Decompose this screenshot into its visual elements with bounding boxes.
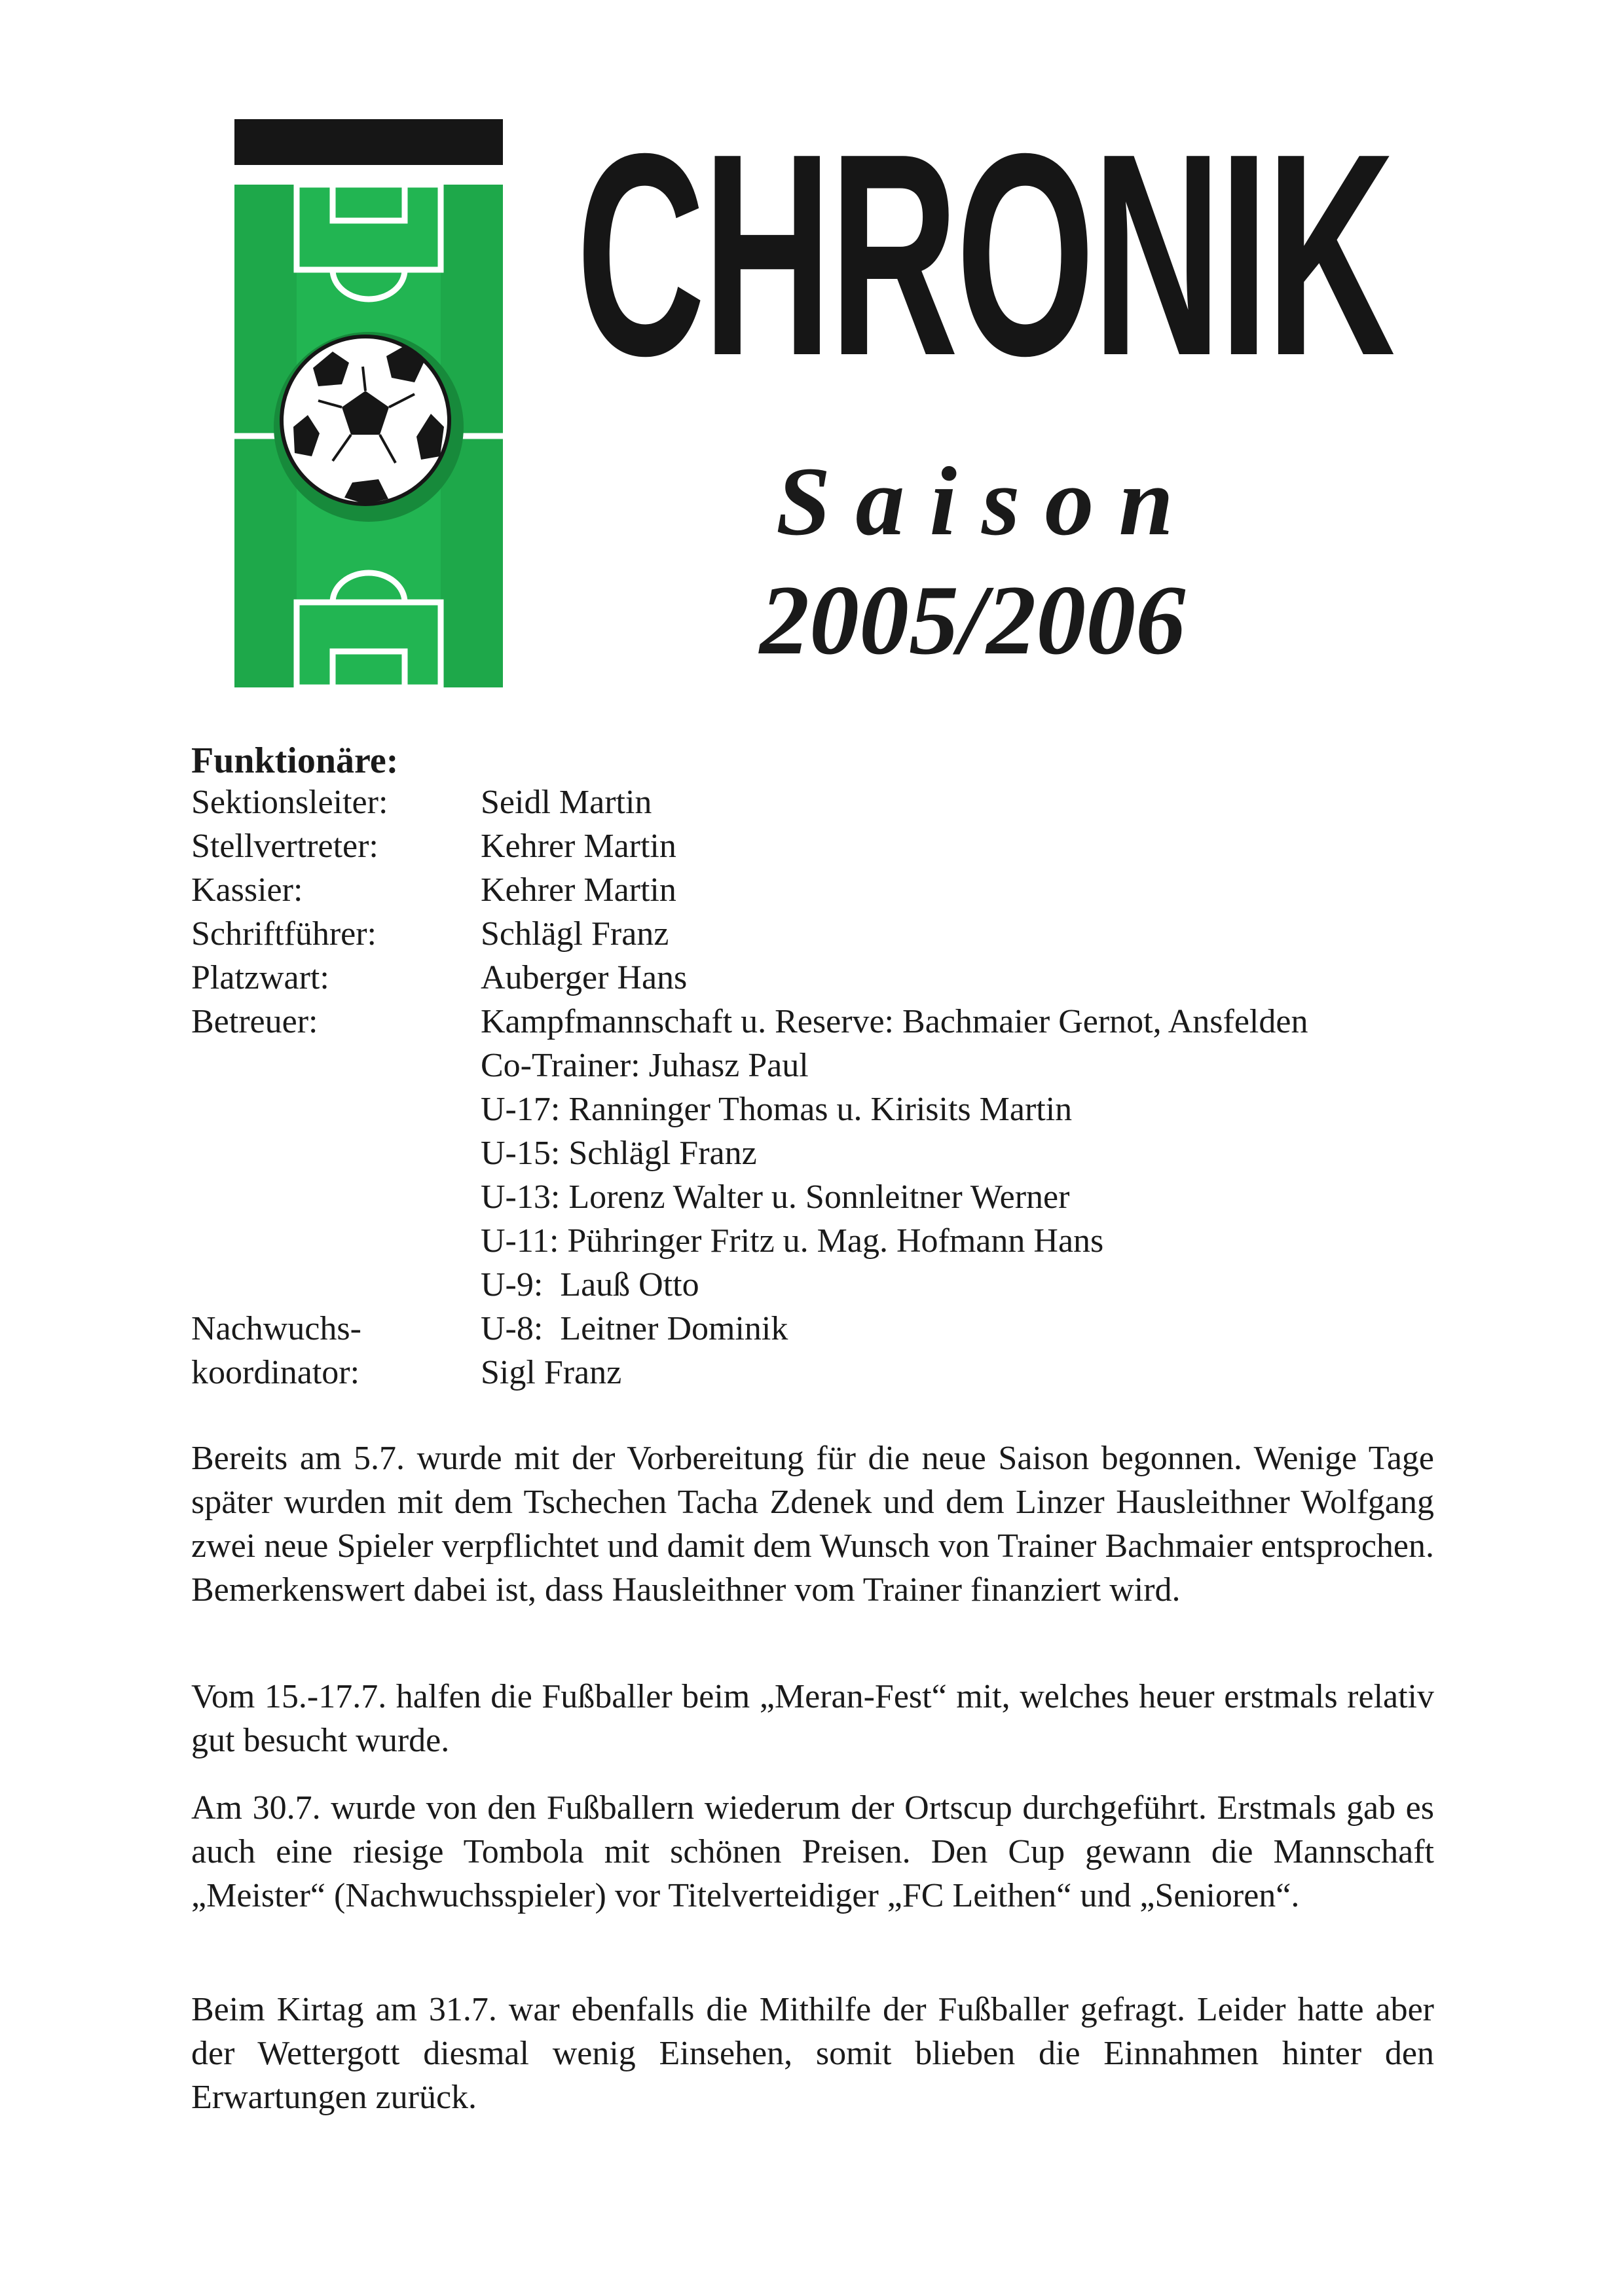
official-name: U-11: Pühringer Fritz u. Mag. Hofmann Hans	[481, 1222, 1104, 1260]
official-name: Schlägl Franz	[481, 915, 669, 953]
official-row	[191, 868, 1435, 912]
official-row	[191, 824, 1435, 868]
official-row	[191, 1307, 1435, 1351]
official-name: U-8: Leitner Dominik	[481, 1310, 788, 1347]
season-years: 2005/2006	[760, 565, 1186, 675]
official-role: Kassier:	[191, 871, 303, 909]
official-row	[191, 1219, 1435, 1263]
official-name: Kehrer Martin	[481, 828, 676, 865]
official-name: Kehrer Martin	[481, 871, 676, 909]
official-row	[191, 1044, 1435, 1087]
official-name: Kampfmannschaft u. Reserve: Bachmaier Gernot, Ansfelden	[481, 1003, 1308, 1040]
official-role: Platzwart:	[191, 959, 329, 996]
official-row	[191, 1351, 1435, 1394]
official-row	[191, 1087, 1435, 1131]
official-role: Schriftführer:	[191, 915, 377, 953]
officials-heading: Funktionäre:	[191, 740, 399, 781]
official-row	[191, 956, 1435, 1000]
official-row	[191, 1000, 1435, 1044]
chronicle-title: CHRONIK	[576, 94, 1393, 416]
official-role: Nachwuchs-	[191, 1310, 361, 1347]
official-name: Sigl Franz	[481, 1354, 622, 1391]
soccer-ball-icon	[274, 332, 464, 522]
official-role: Stellvertreter:	[191, 828, 378, 865]
logo-top-bar	[234, 119, 503, 165]
official-row	[191, 1131, 1435, 1175]
official-row	[191, 780, 1435, 824]
official-name: U-15: Schlägl Franz	[481, 1135, 757, 1172]
official-role: Betreuer:	[191, 1003, 318, 1040]
official-name: Seidl Martin	[481, 784, 652, 821]
official-row	[191, 1263, 1435, 1307]
chronicle-paragraph: Beim Kirtag am 31.7. war ebenfalls die Mithilfe der Fußballer gefragt. Leider hatte aber der Wettergott diesmal wenig Einsehen, somit blieben die Einnahmen hinter den Erwartungen zurück.	[191, 1991, 1434, 2116]
official-name: U-17: Ranninger Thomas u. Kirisits Martin	[481, 1091, 1073, 1128]
official-name: U-9: Lauß Otto	[481, 1266, 699, 1303]
chronicle-paragraph: Bereits am 5.7. wurde mit der Vorbereitung für die neue Saison begonnen. Wenige Tage später wurden mit dem Tschechen Tacha Zdenek und dem Linzer Hausleithner Wolfgang zwei neue Spieler verpflichtet und damit dem Wunsch von Trainer Bachmaier entsprochen. Bemerkenswert dabei ist, dass Hausleithner vom Trainer finanziert wird.	[191, 1440, 1434, 1609]
official-role: koordinator:	[191, 1354, 360, 1391]
official-row	[191, 912, 1435, 956]
official-name: U-13: Lorenz Walter u. Sonnleitner Werner	[481, 1178, 1070, 1216]
chronicle-paragraph: Am 30.7. wurde von den Fußballern wiederum der Ortscup durchgeführt. Erstmals gab es auch eine riesige Tombola mit schönen Preisen. Den Cup gewann die Mannschaft „Meister“ (Nachwuchsspieler) vor Titelverteidiger „FC Leithen“ und „Senioren“.	[191, 1789, 1434, 1914]
chronicle-paragraph: Vom 15.-17.7. halfen die Fußballer beim „Meran-Fest“ mit, welches heuer erstmals relativ gut besucht wurde.	[191, 1678, 1434, 1759]
season-label: Saison	[776, 447, 1198, 556]
official-role: Sektionsleiter:	[191, 784, 388, 821]
soccer-pitch-logo	[234, 119, 503, 687]
official-name: Auberger Hans	[481, 959, 688, 996]
official-name: Co-Trainer: Juhasz Paul	[481, 1047, 809, 1084]
official-row	[191, 1175, 1435, 1219]
